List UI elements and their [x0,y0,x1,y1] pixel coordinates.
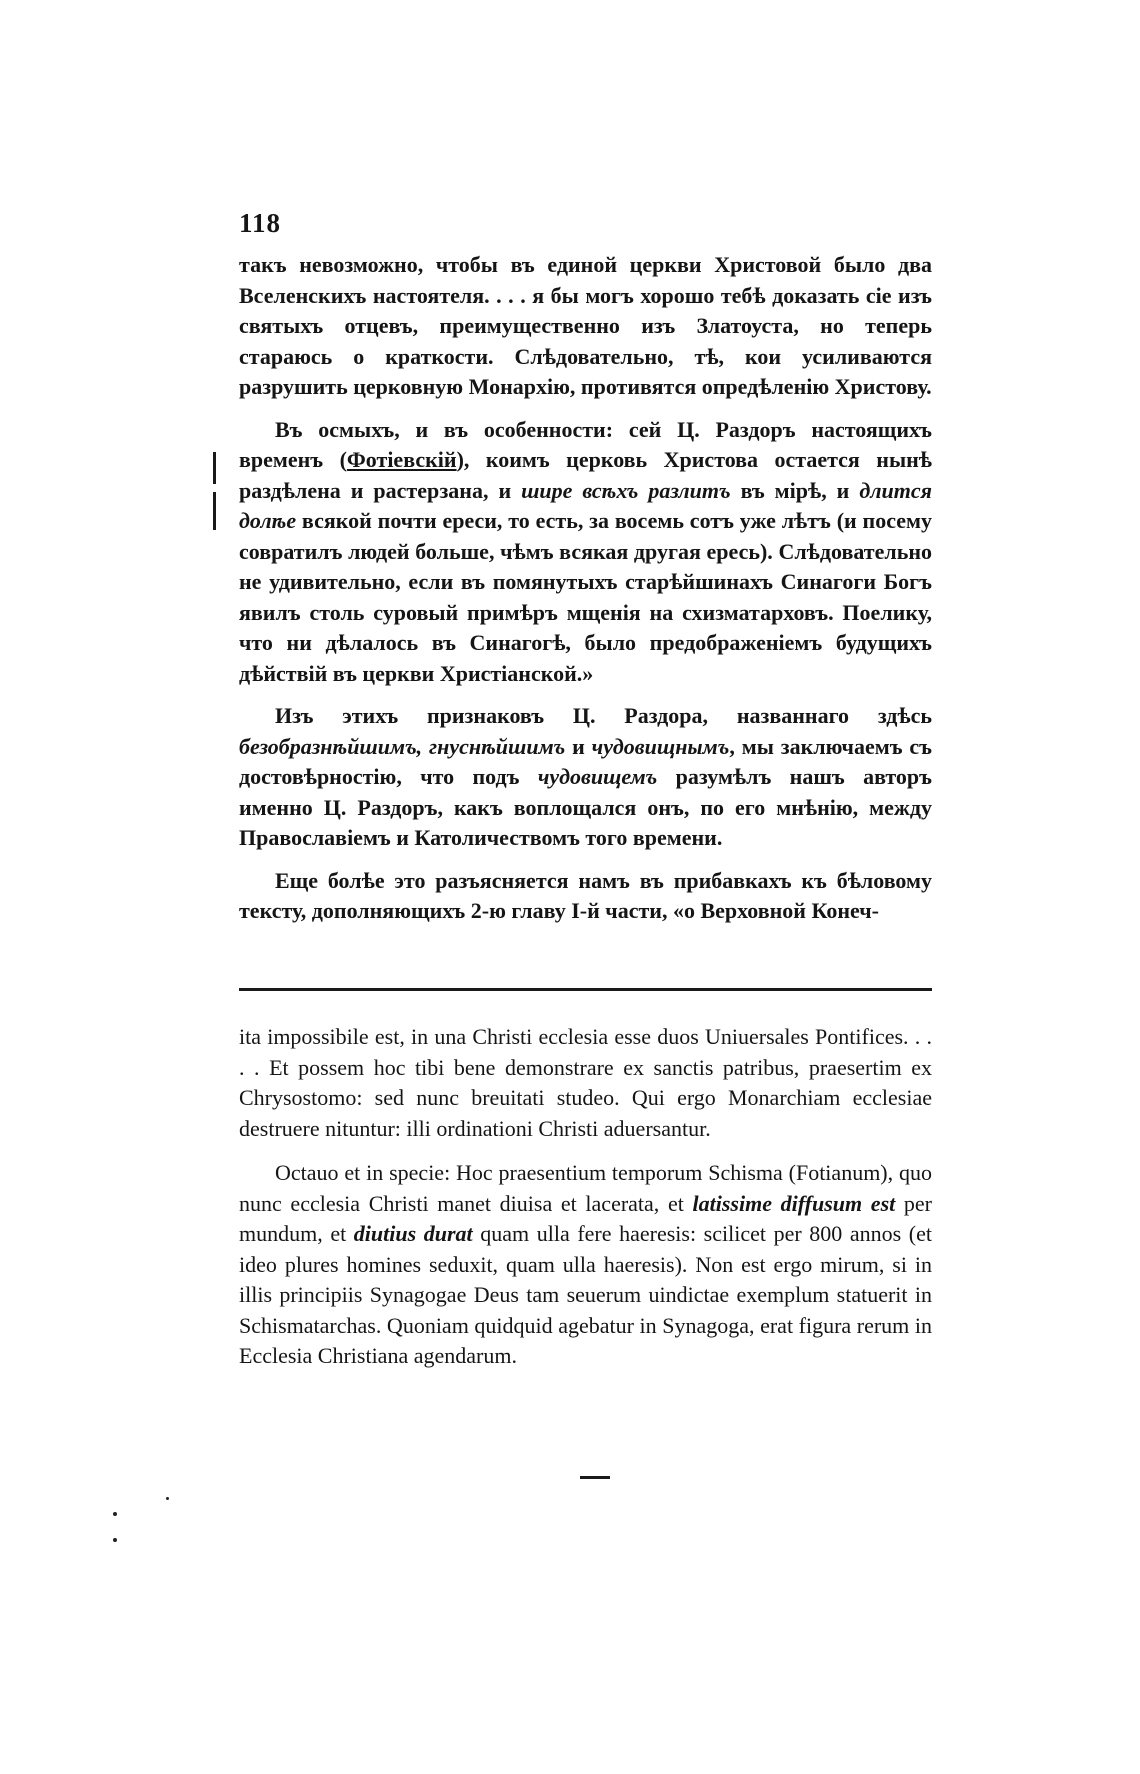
p2-italic-d: шире всѣхъ разлитъ [521,477,731,503]
latin-footnote-text [239,1022,932,1386]
margin-mark [213,452,216,484]
p3-italic-f: чудовищемъ [537,764,658,789]
paragraph-2 [239,415,932,690]
p2-text-c: ), коимъ церковь Христова остается нынѣ раздѣлена и растерзана, и [239,447,932,503]
p3-italic-b: безобразнѣйшимъ, гнуснѣйшимъ [239,733,566,759]
p2-text-g: всякой почти ереси, то есть, за восемь сотъ уже лѣтъ (и посему совратилъ людей больше, чѣмъ всякая другая ересь). Слѣдовательно не удивительно, если въ помянутыхъ старѣйшинахъ Синагоги Богъ явилъ столь суровый примѣръ мщенія на схизматарховъ. Поелику, что ни дѣлалось въ Синагогѣ, было предображеніемъ будущихъ дѣйствій въ церкви Христіанской.» [239,508,932,686]
main-russian-text [239,250,932,939]
p3-text-a: Изъ этихъ признаковъ Ц. Раздора, названнаго здѣсь [275,703,932,728]
end-dash [580,1476,610,1479]
paragraph-1 [239,250,932,403]
p2-text-a: Въ осмыхъ, и въ особенности: сей Ц. Раздоръ настоящихъ временъ ( [239,416,932,472]
p3-text-g: разумѣлъ нашъ авторъ именно Ц. Раздоръ, какъ воплощался онъ, по его мнѣнію, между Православіемъ и Католичествомъ того времени. [239,764,932,850]
latin-paragraph-1 [239,1022,932,1144]
p4-text: Еще болѣе это разъясняется намъ въ прибавкахъ къ бѣловому тексту, дополняющихъ 2-ю главу I-й части, «о Верховной Конеч- [239,867,932,923]
latin-p2-italic-d: diutius durat [353,1221,473,1246]
p3-text-e: , мы заключаемъ съ достовѣрностію, что подъ [239,733,932,789]
scan-speck [113,1512,117,1516]
latin-p2-text-e: quam ulla fere haeresis: scilicet per 800 annos (et ideo plures homines seduxit, quam ulla haeresis). Non est ergo mirum, si in illis principiis Synagogae Deus tam seuerum uindictae exemplum statuerit in Schismatarchas. Quoniam quidquid agebatur in Synagoga, erat figura rerum in Ecclesia Christiana agendarum. [239,1221,932,1368]
p3-italic-d: чудовищнымъ [591,733,730,759]
latin-p2-italic-b: latissime diffusum est [692,1190,896,1216]
p1-text: такъ невозможно, чтобы въ единой церкви Христовой было два Вселенскихъ настоятеля. . . . я бы могъ хорошо тебѣ доказать сіе изъ святыхъ отцевъ, преимущественно изъ Златоуста, но теперь стараюсь о краткости. Слѣдовательно, тѣ, кои усиливаются разрушить церковную Монархію, противятся опредѣленію Христову. [239,252,932,399]
page-number: 118 [239,208,282,238]
latin-p2-text-c: per mundum, et [239,1190,933,1246]
scan-speck [166,1497,169,1500]
footnote-divider [239,988,932,991]
p2-fotievsky: Фотіевскій [346,447,457,472]
margin-mark [213,492,216,530]
p3-text-c: и [565,733,592,759]
paragraph-3 [239,701,932,854]
latin-paragraph-2 [239,1158,932,1372]
latin-p1-text: ita impossibile est, in una Christi ecclesia esse duos Uniuersales Pontifices. . . . . Et possem hoc tibi bene demonstrare ex sanctis patribus, praesertim ex Chrysostomo: sed nunc breuitati studeo. Qui ergo Monarchiam ecclesiae destruere nituntur: illi ordinationi Christi aduersantur. [239,1024,932,1141]
latin-p2-text-a: Octauo et in specie: Hoc praesentium temporum Schisma (Fotianum), quo nunc ecclesia Christi manet diuisa et lacerata, et [239,1160,932,1216]
scan-speck [113,1538,117,1542]
paragraph-4 [239,866,932,927]
p2-text-e: въ мірѣ, и [730,477,860,503]
p2-italic-f: длится долѣе [239,477,932,533]
